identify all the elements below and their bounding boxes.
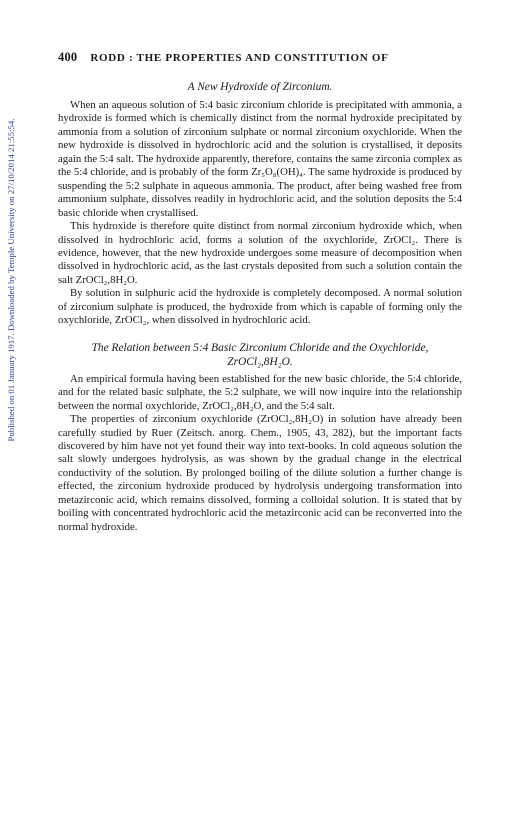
section-heading-relation: The Relation between 5:4 Basic Zirconium Chloride and the Oxychloride, ZrOCl₂,8H₂O. [91, 341, 429, 368]
side-note-text: Published on 01 January 1917. Downloaded by Temple University on 27/10/2014 21:55:54. [6, 118, 16, 442]
paragraph: When an aqueous solution of 5:4 basic zirconium chloride is precipitated with ammonia, a hydroxide is formed which is chemically distinct from the normal hydroxide precipitated by ammonia from a solution of zirconium sulphate or normal zirconium oxychloride. When the new hydroxide is dissolved in hydrochloric acid and the solution is crystallised, it deposits again the 5:4 salt. The hydroxide apparently, therefore, contains the same zirconia complex as the 5:4 chloride, and is probably of the form Zr₅O₈(OH)₄. The same hydroxide is produced by suspending the 5:2 sulphate in aqueous ammonia. The product, after being washed free from ammonium sulphate, dissolves readily in hydrochloric acid, and the solution deposits the 5:4 basic chloride when crystallised. [58, 99, 462, 219]
section-heading-new-hydroxide: A New Hydroxide of Zirconium. [187, 81, 333, 93]
running-head [58, 50, 462, 66]
paragraph: An empirical formula having been established for the new basic chloride, the 5:4 chloride, and for the related basic sulphate, the 5:2 sulphate, we will now inquire into the relationship between the normal oxychloride, ZrOCl₂,8H₂O, and the 5:4 salt. [58, 372, 462, 412]
paragraph: By solution in sulphuric acid the hydroxide is completely decomposed. A normal solution of zirconium sulphate is produced, the hydroxide from which is capable of forming only the oxychloride, ZrOCl₂, when dissolved in hydrochloric acid. [58, 287, 462, 327]
paragraph: The properties of zirconium oxychloride (ZrOCl₂,8H₂O) in solution have already been carefully studied by Ruer (Zeitsch. anorg. Chem., 1905, 43, 282), but the important facts discovered by him have not yet found their way into text-books. In cold aqueous solution the salt slowly undergoes hydrolysis, as was shown by the gradual change in the electrical conductivity of the solution. By prolonged boiling of the dilute solution a further change is effected, the zirconium hydroxide produced by hydrolysis undergoing transformation into metazirconic acid, which remains dissolved, forming a colloidal solution. It is stated that by boiling with concentrated hydrochloric acid the metazirconic acid can be reconverted into the normal hydroxide. [58, 413, 462, 533]
page-body [58, 50, 462, 534]
publication-side-note [4, 70, 18, 490]
page-number: 400 [58, 50, 78, 64]
paragraph: This hydroxide is therefore quite distinct from normal zirconium hydroxide which, when dissolved in hydrochloric acid, forms a solution of the oxychloride, ZrOCl₂. There is evidence, however, that the new hydroxide undergoes some measure of decomposition when dissolved in hydrochloric acid, as the last crystals deposited from such a solution contain the salt ZrOCl₂,8H₂O. [58, 220, 462, 286]
running-title: RODD : THE PROPERTIES AND CONSTITUTION OF [90, 52, 389, 64]
